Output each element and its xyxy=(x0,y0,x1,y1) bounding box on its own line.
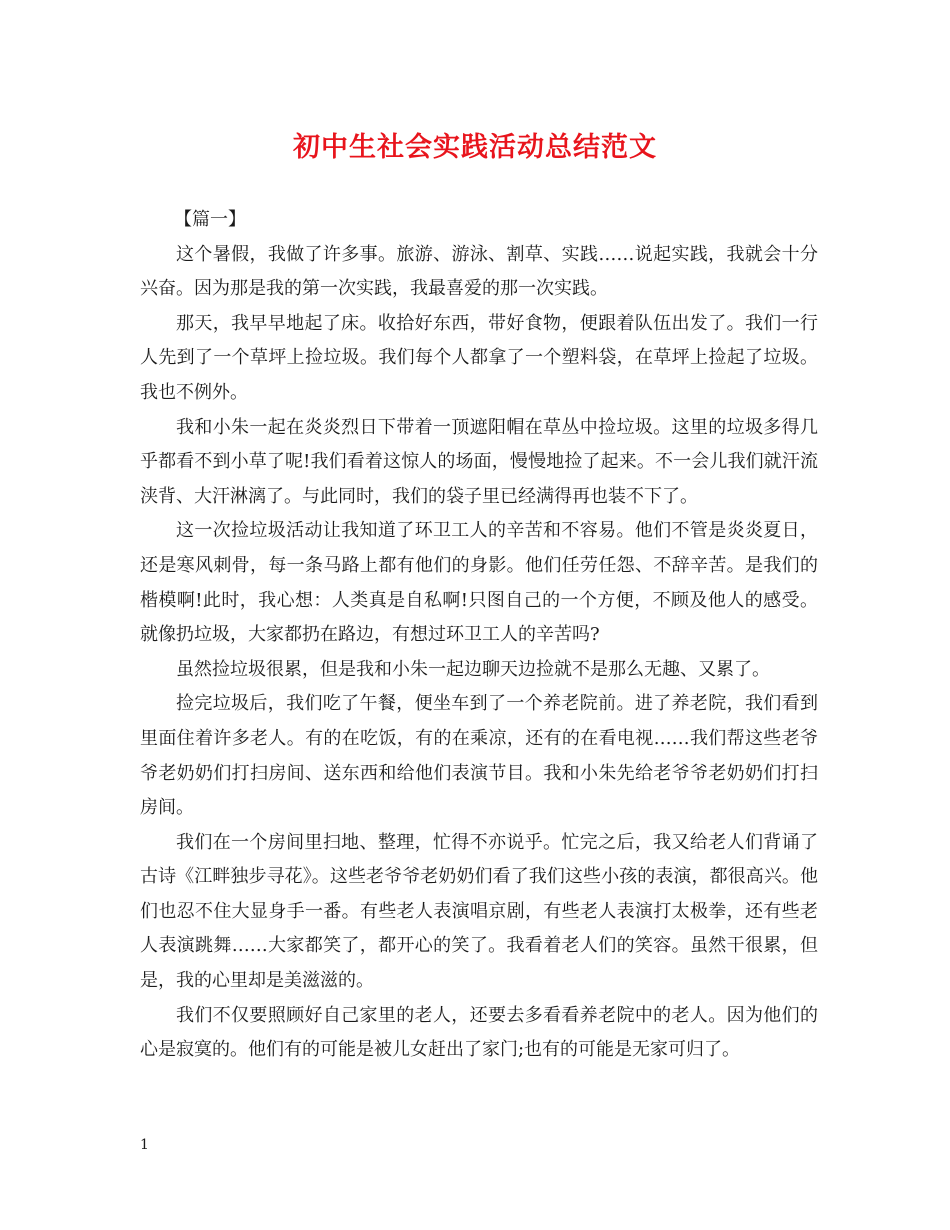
paragraph: 我和小朱一起在炎炎烈日下带着一顶遮阳帽在草丛中捡垃圾。这里的垃圾多得几乎都看不到小草了呢!我们看着这惊人的场面，慢慢地捡了起来。不一会儿我们就汗流浃背、大汗淋漓了。与此同时，我们的袋子里已经满得再也装不下了。 xyxy=(140,416,818,507)
page-number: 1 xyxy=(140,1137,149,1153)
paragraph: 这个暑假，我做了许多事。旅游、游泳、割草、实践……说起实践，我就会十分兴奋。因为那是我的第一次实践，我最喜爱的那一次实践。 xyxy=(140,243,818,300)
paragraph: 虽然捡垃圾很累，但是我和小朱一起边聊天边捡就不是那么无趣、又累了。 xyxy=(176,658,770,680)
paragraph: 那天，我早早地起了床。收拾好东西，带好食物，便跟着队伍出发了。我们一行人先到了一个草坪上捡垃圾。我们每个人都拿了一个塑料袋，在草坪上捡起了垃圾。我也不例外。 xyxy=(140,312,818,403)
section-label: 【篇一】 xyxy=(174,209,246,230)
paragraph: 这一次捡垃圾活动让我知道了环卫工人的辛苦和不容易。他们不管是炎炎夏日，还是寒风刺骨，每一条马路上都有他们的身影。他们任劳任怨、不辞辛苦。是我们的楷模啊!此时，我心想：人类真是自私啊!只图自己的一个方便，不顾及他人的感受。就像扔垃圾，大家都扔在路边，有想过环卫工人的辛苦吗? xyxy=(140,520,818,646)
paragraph: 我们在一个房间里扫地、整理，忙得不亦说乎。忙完之后，我又给老人们背诵了古诗《江畔独步寻花》。这些老爷爷老奶奶们看了我们这些小孩的表演，都很高兴。他们也忍不住大显身手一番。有些老人表演唱京剧，有些老人表演打太极拳，还有些老人表演跳舞……大家都笑了，都开心的笑了。我看着老人们的笑容。虽然干很累，但是，我的心里却是美滋滋的。 xyxy=(140,831,818,992)
document-body xyxy=(140,203,818,1068)
paragraph: 捡完垃圾后，我们吃了午餐，便坐车到了一个养老院前。进了养老院，我们看到里面住着许多老人。有的在吃饭，有的在乘凉，还有的在看电视……我们帮这些老爷爷老奶奶们打扫房间、送东西和给他们表演节目。我和小朱先给老爷爷老奶奶们打扫房间。 xyxy=(140,693,818,819)
paragraph: 我们不仅要照顾好自己家里的老人，还要去多看看养老院中的老人。因为他们的心是寂寞的。他们有的可能是被儿女赶出了家门;也有的可能是无家可归了。 xyxy=(140,1004,818,1061)
document-title: 初中生社会实践活动总结范文 xyxy=(293,132,657,163)
